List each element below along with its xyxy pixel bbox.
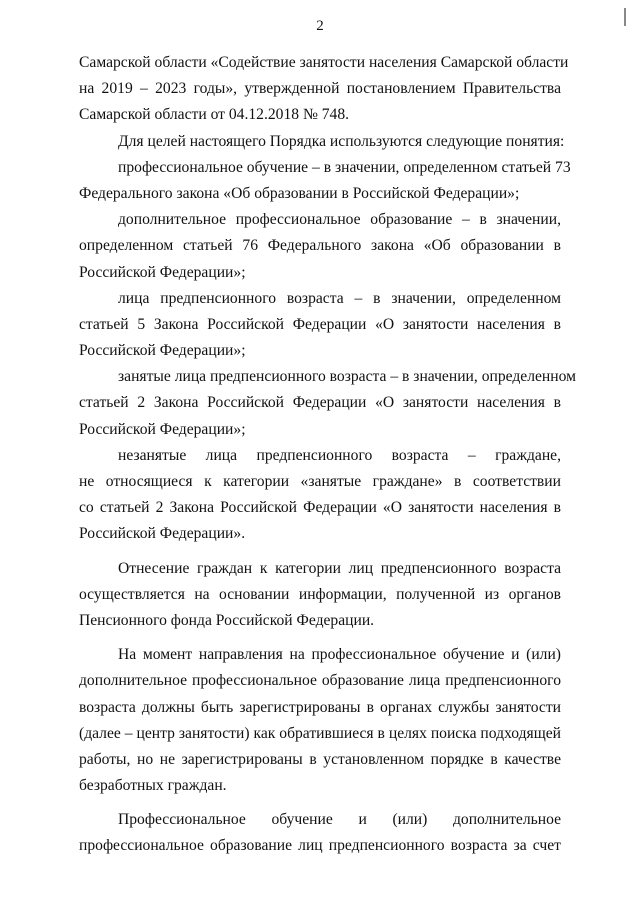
- text-line: со статьей 2 Закона Российской Федерации «О занятости населения в: [79, 499, 561, 517]
- text-line: На момент направления на профессиональное обучение и (или): [118, 646, 561, 664]
- text-line: определенном статьей 76 Федерального закона «Об образовании в: [79, 237, 561, 255]
- text-line: осуществляется на основании информации, полученной из органов: [79, 585, 561, 603]
- text-line: Российской Федерации».: [79, 525, 246, 543]
- text-line: Для целей настоящего Порядка используются следующие понятия:: [118, 132, 565, 150]
- text-line: лица предпенсионного возраста – в значении, определенном: [118, 289, 561, 307]
- text-line: Профессиональное обучение и (или) дополнительное: [118, 811, 561, 829]
- text-line: Российской Федерации»;: [79, 263, 246, 281]
- text-line: Отнесение граждан к категории лиц предпенсионного возраста: [118, 559, 561, 577]
- body-text: [79, 50, 576, 860]
- text-line: профессиональное образование лиц предпенсионного возраста за счет: [79, 837, 561, 855]
- text-line: профессиональное обучение – в значении, определенном статьей 73: [118, 158, 571, 176]
- text-line: Российской Федерации»;: [79, 342, 246, 360]
- text-line: дополнительное профессиональное образование – в значении,: [118, 211, 561, 229]
- page-number: 2: [316, 18, 324, 34]
- text-line: Пенсионного фонда Российской Федерации.: [79, 611, 375, 629]
- text-line: Федерального закона «Об образовании в Российской Федерации»;: [79, 184, 520, 202]
- text-line: безработных граждан.: [79, 777, 227, 795]
- text-line: Российской Федерации»;: [79, 420, 246, 438]
- text-line: работы, но не зарегистрированы в установленном порядке в качестве: [79, 750, 561, 768]
- text-line: статьей 2 Закона Российской Федерации «О занятости населения в: [79, 394, 561, 412]
- text-line: не относящиеся к категории «занятые граждане» в соответствии: [79, 473, 561, 490]
- text-line: возраста должны быть зарегистрированы в органах службы занятости: [79, 698, 561, 716]
- text-line: занятые лица предпенсионного возраста – в значении, определенном: [118, 368, 576, 386]
- text-line: на 2019 – 2023 годы», утвержденной постановлением Правительства: [79, 80, 561, 98]
- paragraph-gap: [79, 548, 561, 556]
- paragraph-gap: [79, 634, 561, 642]
- text-line: незанятые лица предпенсионного возраста – граждане,: [118, 446, 561, 464]
- text-line: Самарской области от 04.12.2018 № 748.: [79, 106, 350, 124]
- text-line: Самарской области «Содействие занятости населения Самарской области: [79, 54, 569, 71]
- text-line: статьей 5 Закона Российской Федерации «О занятости населения в: [79, 315, 561, 333]
- text-line: дополнительное профессиональное образование лица предпенсионного: [79, 672, 561, 690]
- text-line: (далее – центр занятости) как обратившиеся в целях поиска подходящей: [79, 724, 561, 742]
- paragraph-gap: [79, 799, 561, 807]
